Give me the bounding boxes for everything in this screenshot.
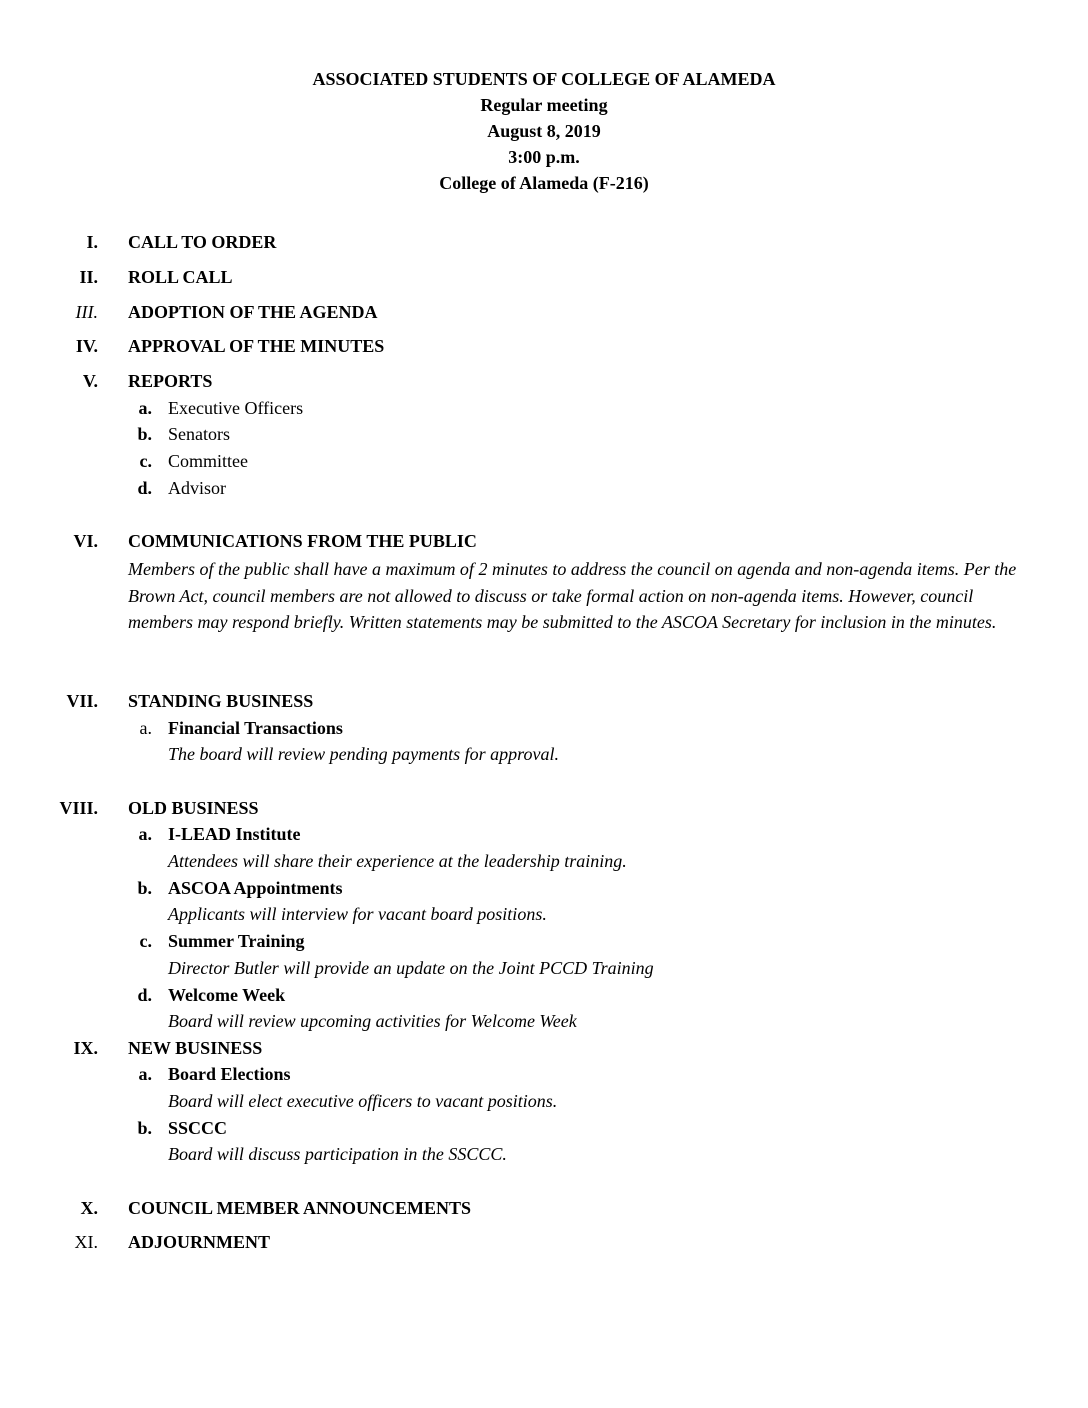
list-item [0,715,1088,741]
item-label: SSCCC [168,1118,228,1138]
item-label: Board Elections [168,1064,291,1084]
section-minutes [0,333,1088,359]
section-title: NEW BUSINESS [128,1038,263,1058]
list-item [0,475,1088,501]
section-number: VI. [73,531,98,551]
meeting-type: Regular meeting [480,95,608,115]
section-call-to-order [0,229,1088,255]
item-description: The board will review pending payments for approval. [168,744,559,764]
section-standing-business [0,688,1088,714]
section-title: OLD BUSINESS [128,798,259,818]
item-letter: b. [137,878,152,898]
org-name: ASSOCIATED STUDENTS OF COLLEGE OF ALAMEDA [312,69,776,89]
section-new-business [0,1035,1088,1061]
section-number: VIII. [59,798,98,818]
item-letter: c. [139,451,152,471]
meeting-date: August 8, 2019 [487,121,601,141]
item-description: Director Butler will provide an update on the Joint PCCD Training [168,958,654,978]
item-label: Summer Training [168,931,305,951]
list-item [0,982,1088,1008]
item-letter: d. [137,478,152,498]
section-title: REPORTS [128,371,213,391]
section-number: IV. [75,336,98,356]
item-letter: b. [137,424,152,444]
section-title: CALL TO ORDER [128,232,277,252]
section-number: IX. [73,1038,98,1058]
item-label: ASCOA Appointments [168,878,343,898]
item-letter: d. [137,985,152,1005]
item-description: Board will review upcoming activities for Welcome Week [168,1011,577,1031]
section-roll-call [0,264,1088,290]
meeting-time: 3:00 p.m. [508,147,580,167]
item-letter: c. [139,931,152,951]
item-label: Senators [168,424,230,444]
section-announcements [0,1195,1088,1221]
agenda-header [0,66,1088,196]
item-description: Applicants will interview for vacant board positions. [168,904,547,924]
section-number: VII. [66,691,98,711]
list-item [0,821,1088,847]
section-number: II. [79,267,98,287]
item-letter: a. [139,718,152,738]
item-letter: b. [137,1118,152,1138]
section-title: COUNCIL MEMBER ANNOUNCEMENTS [128,1198,472,1218]
section-adjournment [0,1229,1088,1255]
item-description: Attendees will share their experience at the leadership training. [168,851,627,871]
section-number: V. [82,371,98,391]
section-adoption [0,299,1088,325]
item-label: Welcome Week [168,985,286,1005]
item-label: Financial Transactions [168,718,343,738]
section-title: ADJOURNMENT [128,1232,270,1252]
item-label: Executive Officers [168,398,304,418]
section-title: COMMUNICATIONS FROM THE PUBLIC [128,531,477,551]
section-title: STANDING BUSINESS [128,691,314,711]
public-comment-policy: Members of the public shall have a maximum of 2 minutes to address the council on agenda and non-agenda items. Per the Brown Act, council members are not allowed to discuss or take formal action on non-agenda items. However, council members may respond briefly. Written statements may be submitted to the ASCOA Secretary for inclusion in the minutes. [128,559,1017,632]
item-label: I-LEAD Institute [168,824,301,844]
section-title: APPROVAL OF THE MINUTES [128,336,385,356]
section-number: I. [86,232,98,252]
section-reports [0,368,1088,394]
list-item [0,395,1088,421]
item-label: Advisor [168,478,226,498]
item-label: Committee [168,451,248,471]
section-title: ADOPTION OF THE AGENDA [128,302,378,322]
item-description: Board will discuss participation in the SSCCC. [168,1144,507,1164]
item-letter: a. [138,1064,152,1084]
list-item [0,875,1088,901]
list-item [0,1115,1088,1141]
list-item [0,1061,1088,1087]
item-letter: a. [138,398,152,418]
item-letter: a. [138,824,152,844]
section-number: III. [75,302,98,322]
section-old-business [0,795,1088,821]
section-title: ROLL CALL [128,267,233,287]
section-number: X. [80,1198,98,1218]
section-number: XI. [74,1232,98,1252]
meeting-location: College of Alameda (F-216) [439,173,649,193]
item-description: Board will elect executive officers to vacant positions. [168,1091,558,1111]
section-public-communications [0,528,1088,554]
list-item [0,448,1088,474]
list-item [0,421,1088,447]
list-item [0,928,1088,954]
